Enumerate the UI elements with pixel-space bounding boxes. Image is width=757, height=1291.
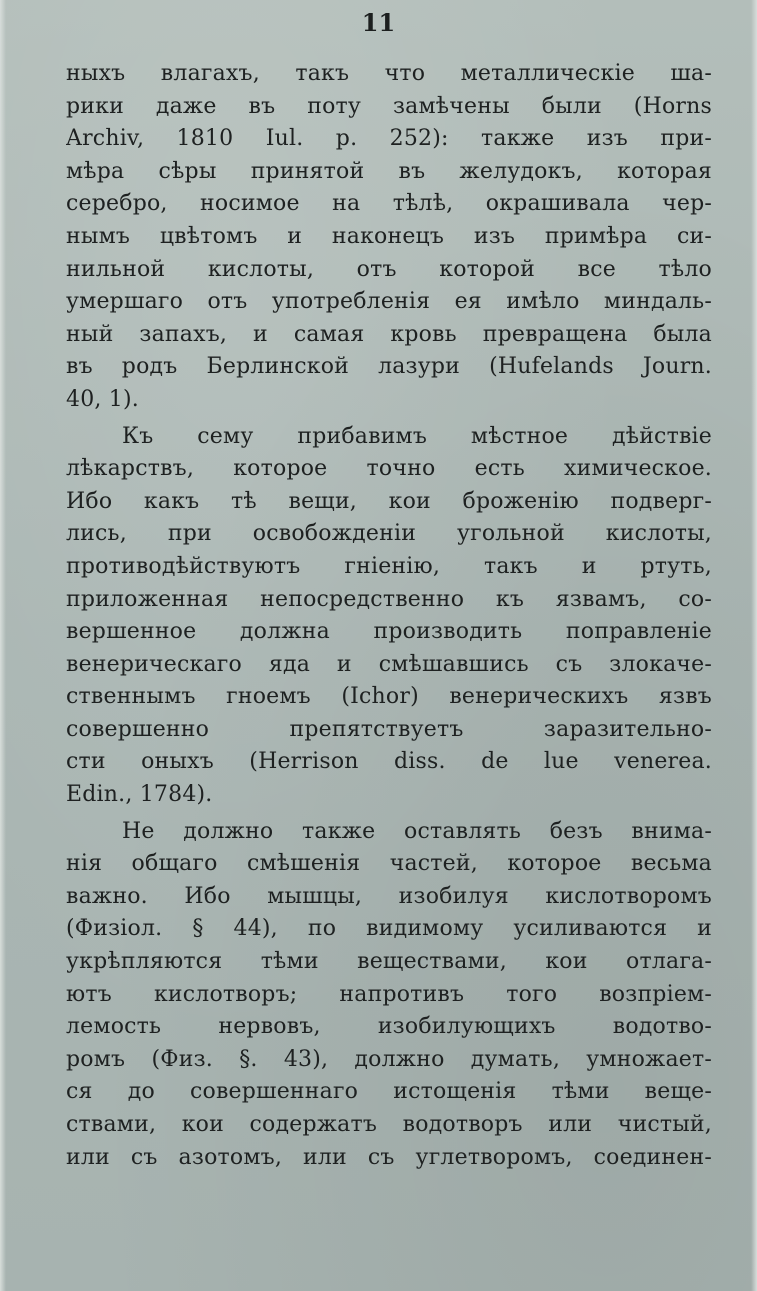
paragraph <box>66 421 712 812</box>
page-body <box>66 58 712 1174</box>
text-line: 40, 1). <box>66 386 139 412</box>
text-line: мѣра сѣры принятой въ желудокъ, которая <box>66 158 712 184</box>
text-line: вершенное должна производить поправленіе <box>66 619 712 645</box>
paragraph <box>66 816 712 1175</box>
text-line: лись, при освобожденіи угольной кислоты, <box>66 521 712 547</box>
text-line: укрѣпляются тѣми веществами, кои отлага- <box>66 949 712 975</box>
text-line: Къ сему прибавимъ мѣстное дѣйствіе <box>122 423 712 449</box>
text-line: въ родъ Берлинской лазури (Hufelands Journ. <box>66 354 712 380</box>
text-line: нымъ цвѣтомъ и наконецъ изъ примѣра си- <box>66 223 712 249</box>
text-line: приложенная непосредственно къ язвамъ, со- <box>66 586 712 612</box>
text-line: ныхъ влагахъ, такъ что металлическіе ша- <box>66 61 712 86</box>
text-line: венерическаго яда и смѣшавшись съ злокаче- <box>66 651 712 677</box>
text-line: ютъ кислотворъ; напротивъ того возпріем- <box>66 981 712 1007</box>
text-line: ственнымъ гноемъ (Ichor) венерическихъ язвъ <box>66 684 712 710</box>
text-line: ся до совершеннаго истощенія тѣми веще- <box>66 1079 712 1105</box>
text-line: рики даже въ поту замѣчены были (Horns <box>66 93 712 119</box>
text-line: ный запахъ, и самая кровь превращена была <box>66 321 712 347</box>
text-line: противодѣйствуютъ гніенію, такъ и ртуть, <box>66 553 712 579</box>
text-line: важно. Ибо мышцы, изобилуя кислотворомъ <box>66 883 712 909</box>
text-line: умершаго отъ употребленія ея имѣло миндаль- <box>66 289 712 315</box>
text-line: или съ азотомъ, или съ углетворомъ, соединен- <box>66 1144 712 1170</box>
text-line: серебро, носимое на тѣлѣ, окрашивала чер- <box>66 191 712 217</box>
page-number: 11 <box>361 8 396 37</box>
text-line: сти оныхъ (Herrison diss. de lue venerea. <box>66 749 712 775</box>
text-line: Ибо какъ тѣ вещи, кои броженію подверг- <box>66 488 712 514</box>
text-line: ромъ (Физ. §. 43), должно думать, умножает- <box>66 1046 712 1072</box>
text-line: (Физіол. § 44), по видимому усиливаются и <box>66 916 712 942</box>
text-line: Edin., 1784). <box>66 782 213 808</box>
text-line: ствами, кои содержатъ водотворъ или чистый, <box>66 1112 712 1137</box>
text-line: лѣкарствъ, которое точно есть химическое. <box>66 456 712 482</box>
text-line: нія общаго смѣшенія частей, которое весьма <box>66 851 712 877</box>
text-line: совершенно препятствуетъ заразительно- <box>66 716 712 742</box>
text-line: лемость нервовъ, изобилующихъ водотво- <box>66 1014 712 1040</box>
page-edge-left <box>0 0 6 1291</box>
page-edge-right <box>751 0 757 1291</box>
text-line: Не должно также оставлять безъ внима- <box>122 818 712 844</box>
text-line: нильной кислоты, отъ которой все тѣло <box>66 256 712 282</box>
paragraph <box>66 58 712 417</box>
text-line: Archiv, 1810 Iul. p. 252): также изъ при- <box>66 126 712 152</box>
